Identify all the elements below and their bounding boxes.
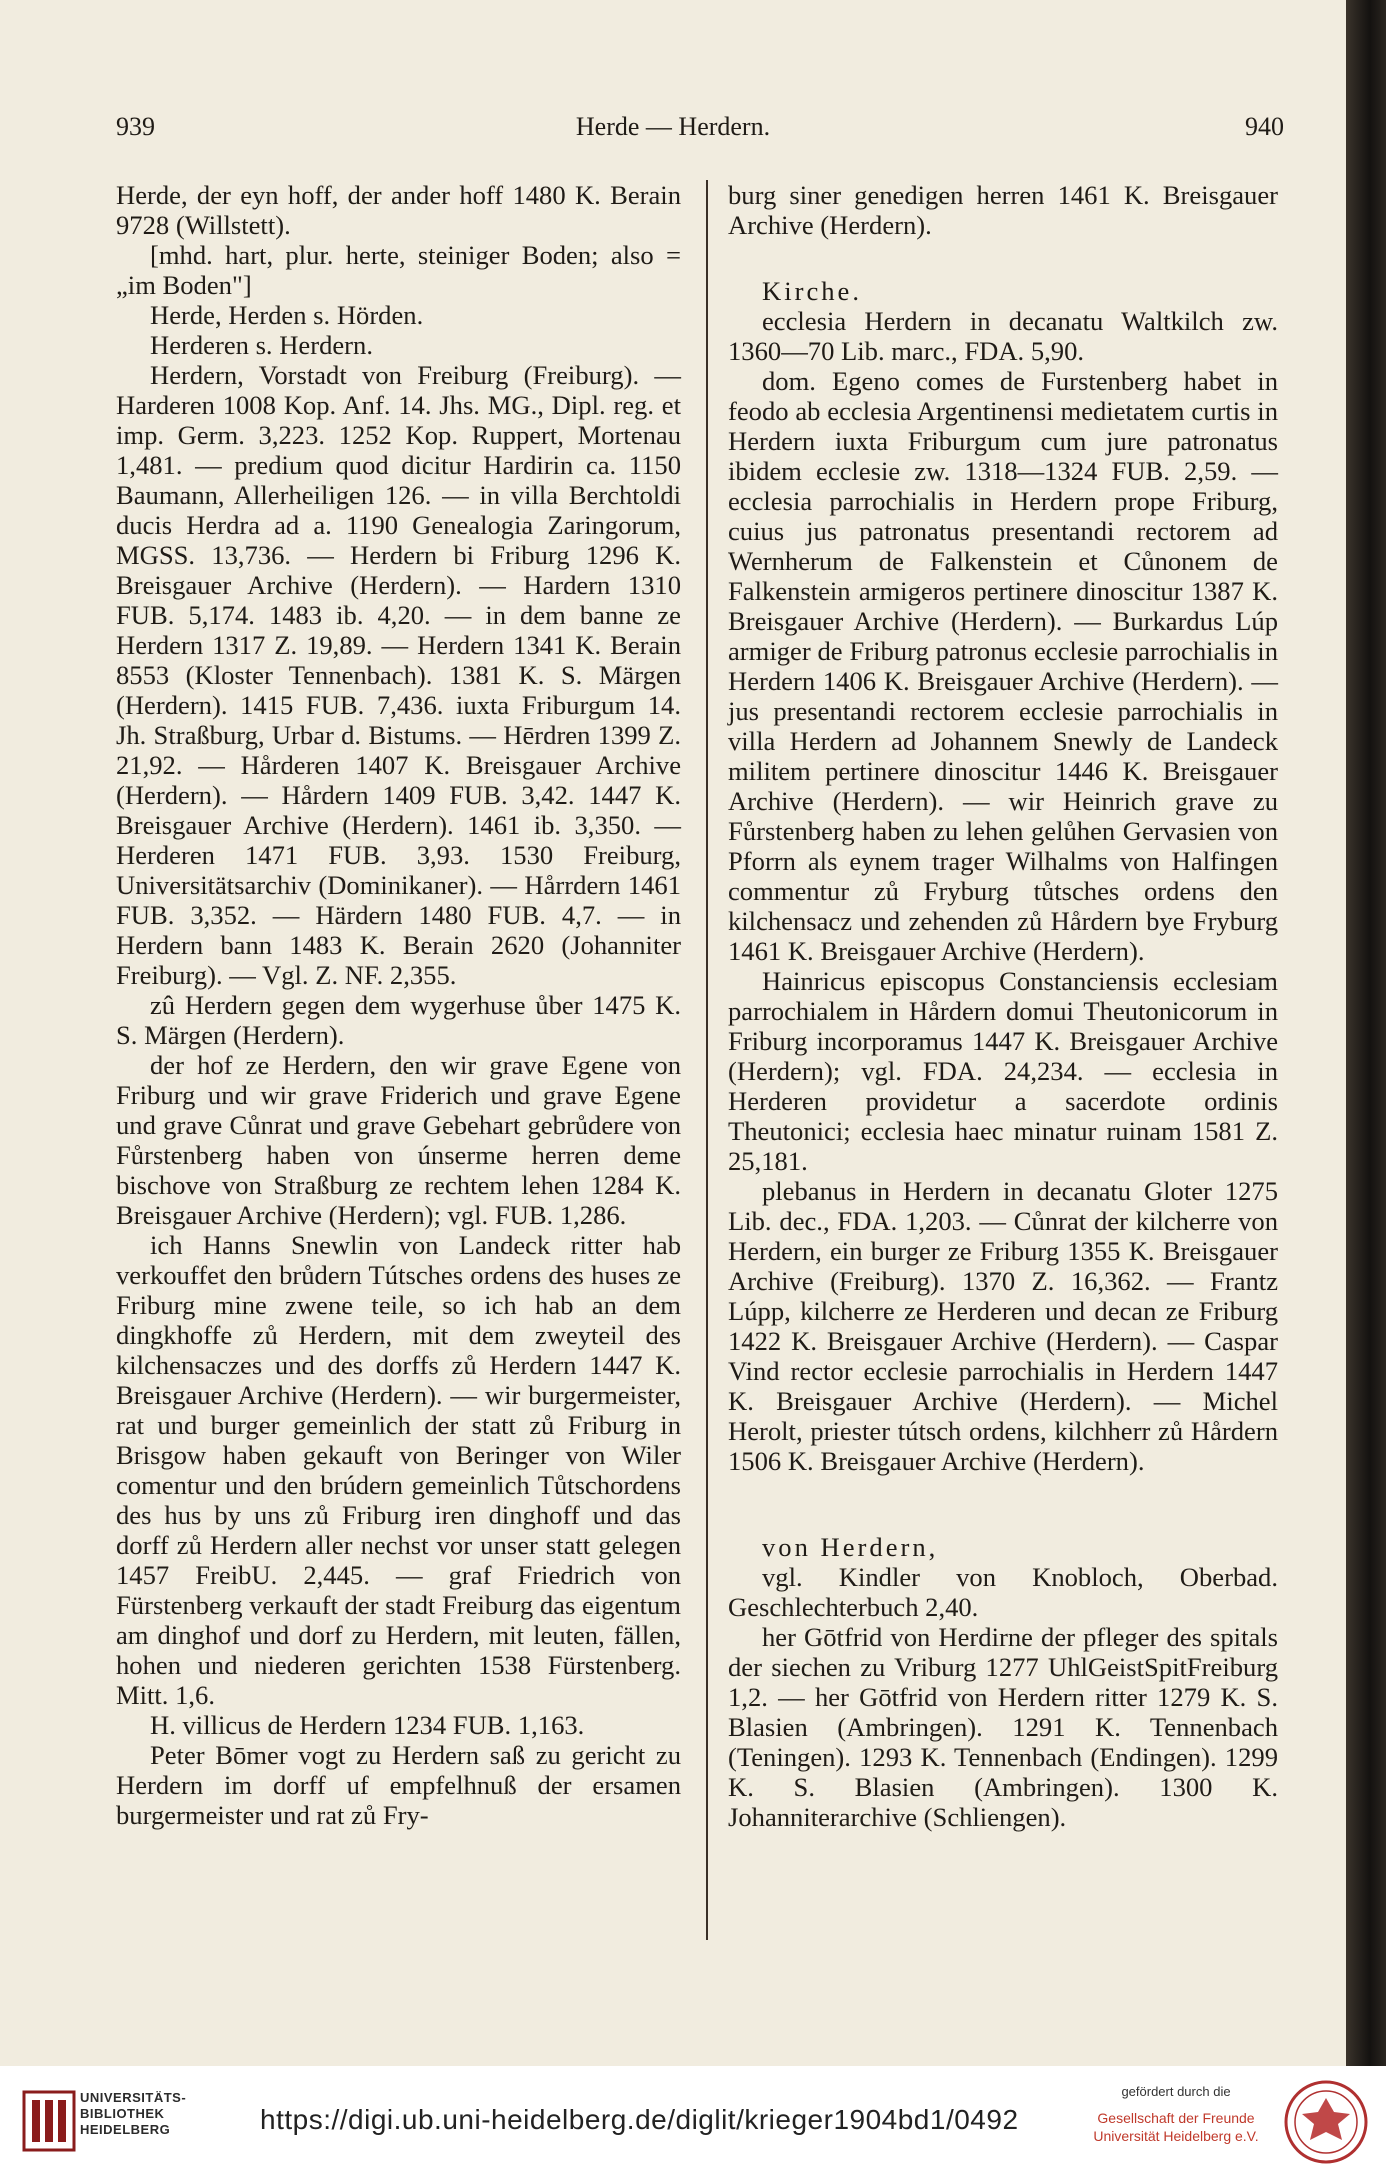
sponsor-block[interactable] — [1076, 2084, 1276, 2145]
paragraph: H. villicus de Herdern 1234 FUB. 1,163. — [150, 1710, 585, 1740]
paragraph: ich Hanns Snewlin von Landeck ritter hab verkouffet den brůdern Tútsches ordens des huses ze Friburg mine zwene teile, so ich hab an dem dingkhoffe zů Herdern, mit dem zweyteil des kilchensaczes und des dorffs zů Herdern 1447 K. Breisgauer Archive (Herdern). — wir burgermeister, rat und burger gemeinlich der statt zů Friburg in Brisgow haben gekauft von Beringer von Wiler comentur und den brúdern gemeinlich Tůtschordens des hus by uns zů Friburg iren dinghoff und das dorff zů Herdern aller nechst vor unser statt gelegen 1457 FreibU. 2,445. — graf Friedrich von Fürstenberg verkauft der stadt Freiburg das eigentum am dinghof und dorf zu Herdern, mit leuten, fällen, hohen und niederen gerichten 1538 Fürstenberg. Mitt. 1,6. — [116, 1230, 681, 1710]
entry-herdern: Herdern, Vorstadt von Freiburg (Freiburg). — Harderen 1008 Kop. Anf. 14. Jhs. MG., Dipl. reg. et imp. Germ. 3,223. 1252 Kop. Ruppert, Mortenau 1,481. — predium quod dicitur Hardirin ca. 1150 Baumann, Allerheiligen 126. — in villa Berchtoldi ducis Herdra ad a. 1190 Genealogia Zaringorum, MGSS. 13,736. — Herdern bi Friburg 1296 K. Breisgauer Archive (Herdern). — Hardern 1310 FUB. 5,174. 1483 ib. 4,20. — in dem banne ze Herdern 1317 Z. 19,89. — Herdern 1341 K. Berain 8553 (Kloster Tennenbach). 1381 K. S. Märgen (Herdern). 1415 FUB. 7,436. iuxta Friburgum 14. Jh. Straßburg, Urbar d. Bistums. — Hērdren 1399 Z. 21,92. — Hårderen 1407 K. Breisgauer Archive (Herdern). — Hårdern 1409 FUB. 3,42. 1447 K. Breisgauer Archive (Herdern). 1461 ib. 3,350. — Herderen 1471 FUB. 3,93. 1530 Freiburg, Universitätsarchiv (Dominikaner). — Hårrdern 1461 FUB. 3,352. — Härdern 1480 FUB. 4,7. — in Herdern bann 1483 K. Berain 2620 (Johanniter Freiburg). — Vgl. Z. NF. 2,355. — [116, 360, 681, 990]
paragraph: vgl. Kindler von Knobloch, Oberbad. Geschlechterbuch 2,40. — [728, 1562, 1278, 1622]
left-column — [116, 180, 681, 1830]
sponsor-line: Universität Heidelberg e.V. — [1093, 2128, 1259, 2144]
entry-herde: Herde, der eyn hoff, der ander hoff 1480 K. Berain 9728 (Willstett). — [116, 180, 681, 240]
section-heading-von-herdern: von Herdern, — [762, 1532, 939, 1562]
paragraph: her Gōtfrid von Herdirne der pfleger des spitals der siechen zu Vriburg 1277 UhlGeistSpitFreiburg 1,2. — her Gōtfrid von Herdern ritter 1279 K. S. Blasien (Ambringen). 1291 K. Tennenbach (Teningen). 1293 K. Tennenbach (Endingen). 1299 K. S. Blasien (Ambringen). 1300 K. Johanniterarchive (Schliengen). — [728, 1622, 1278, 1832]
paragraph: Hainricus episcopus Constanciensis ecclesiam parrochialem in Hårdern domui Theutonicorum in Friburg incorporamus 1447 K. Breisgauer Archive (Herdern); vgl. FDA. 24,234. — ecclesia in Herderen providetur a sacerdote ordinis Theutonici; ecclesia haec minatur ruinam 1581 Z. 25,181. — [728, 966, 1278, 1176]
page-number-left: 939 — [116, 112, 155, 141]
sponsor-name — [1076, 2109, 1276, 2145]
library-name-line: BIBLIOTHEK — [80, 2106, 165, 2121]
sponsor-line: Gesellschaft der Freunde — [1097, 2110, 1255, 2126]
library-logo-icon — [22, 2088, 76, 2154]
entry-note: [mhd. hart, plur. herte, steiniger Boden; also = „im Boden"] — [116, 240, 681, 300]
paragraph: Peter Bōmer vogt zu Herdern saß zu gericht zu Herdern im dorff uf empfelhnuß der ersamen burgermeister und rat zů Fry- — [116, 1740, 681, 1830]
paragraph: plebanus in Herdern in decanatu Gloter 1275 Lib. dec., FDA. 1,203. — Cůnrat der kilcherre von Herdern, ein burger ze Friburg 1355 K. Breisgauer Archive (Freiburg). 1370 Z. 16,362. — Frantz Lúpp, kilcherre ze Herderen und decan ze Friburg 1422 K. Breisgauer Archive (Herdern). — Caspar Vind rector ecclesie parrochialis in Herdern 1447 K. Breisgauer Archive (Herdern). — Michel Herolt, priester tútsch ordens, kilchherr zů Hårdern 1506 K. Breisgauer Archive (Herdern). — [728, 1176, 1278, 1476]
paragraph: der hof ze Herdern, den wir grave Egene von Friburg und wir grave Friderich und grave Egene und grave Cůnrat und grave Gebehart gebrůdere von Fůrstenberg haben von únserme herren deme bischove von Straßburg ze rechtem lehen 1284 K. Breisgauer Archive (Herdern); vgl. FUB. 1,286. — [116, 1050, 681, 1230]
university-seal-icon — [1282, 2078, 1370, 2166]
paragraph: dom. Egeno comes de Furstenberg habet in feodo ab ecclesia Argentinensi medietatem curtis in Herdern iuxta Friburgum cum jure patronatus ibidem ecclesie zw. 1318—1324 FUB. 2,59. — ecclesia parrochialis in Herdern prope Friburg, cuius jus patronatus presentandi rectorem ad Wernherum de Falkenstein et Cůnonem de Falkenstein armigeros pertinere dinoscitur 1387 K. Breisgauer Archive (Herdern). — Burkardus Lúp armiger de Friburg patronus ecclesie parrochialis in Herdern 1406 K. Breisgauer Archive (Herdern). — jus presentandi rectorem ecclesie parrochialis in villa Herdern ad Johannem Snewly de Landeck militem pertinere dinoscitur 1446 K. Breisgauer Archive (Herdern). — wir Heinrich grave zu Fůrstenberg haben zu lehen gelůhen Gervasien von Pforrn als eynem trager Wilhalms von Halfingen commentur zů Fryburg tůtsches ordens den kilchensacz und zehenden zů Hårdern bye Fryburg 1461 K. Breisgauer Archive (Herdern). — [728, 366, 1278, 966]
paragraph: ecclesia Herdern in decanatu Waltkilch zw. 1360—70 Lib. marc., FDA. 5,90. — [728, 306, 1278, 366]
entry-herderen-ref: Herderen s. Herdern. — [150, 330, 373, 360]
page-number-right: 940 — [1245, 112, 1284, 141]
book-spine-edge — [1346, 0, 1386, 2066]
header-title: Herde — Herdern. — [575, 112, 771, 141]
entry-herde-ref: Herde, Herden s. Hörden. — [150, 300, 424, 330]
section-heading-kirche: Kirche. — [762, 276, 863, 306]
library-name[interactable] — [80, 2090, 186, 2138]
running-header — [0, 112, 1346, 152]
library-name-line: HEIDELBERG — [80, 2122, 171, 2137]
paragraph: burg siner genedigen herren 1461 K. Breisgauer Archive (Herdern). — [728, 180, 1278, 240]
viewer-footer — [0, 2066, 1386, 2178]
paragraph: zû Herdern gegen dem wygerhuse ůber 1475 K. S. Märgen (Herdern). — [116, 990, 681, 1050]
document-url-link[interactable]: https://digi.ub.uni-heidelberg.de/diglit/krieger1904bd1/0492 — [260, 2104, 1019, 2135]
right-column — [728, 180, 1278, 1832]
sponsor-caption: gefördert durch die — [1121, 2084, 1231, 2099]
column-divider — [706, 180, 708, 1940]
library-name-line: UNIVERSITÄTS- — [80, 2090, 187, 2105]
